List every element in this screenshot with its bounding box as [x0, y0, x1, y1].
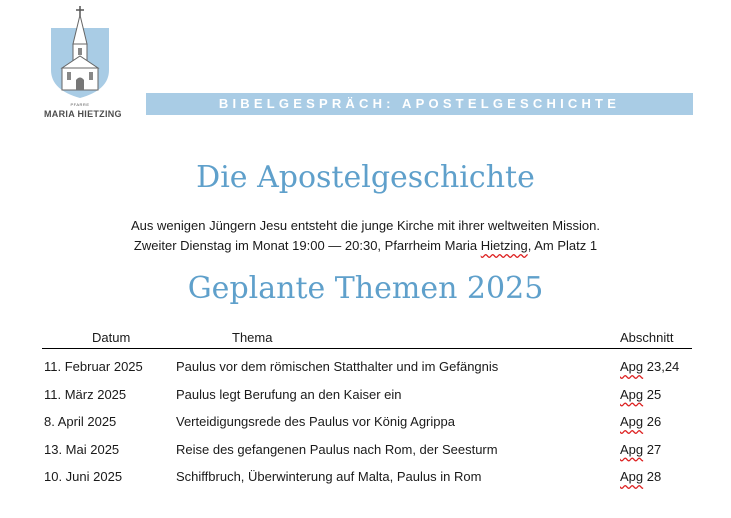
section-abbr: Apg — [620, 359, 644, 374]
row-section — [620, 469, 661, 484]
section-title: Geplante Themen 2025 — [187, 271, 544, 306]
table-row — [42, 385, 692, 413]
section-ref: 27 — [643, 441, 662, 457]
intro-line-2-start: Zweiter Dienstag im Monat 19:00 — 20:30, Pfarrheim Maria — [133, 238, 481, 253]
row-date: 13. Mai 2025 — [44, 441, 120, 457]
table-row — [42, 412, 692, 440]
row-date: 11. Februar 2025 — [44, 359, 143, 374]
row-section — [620, 359, 679, 374]
intro-text — [0, 216, 731, 256]
column-header-topic: Thema — [232, 330, 273, 345]
table-row — [42, 357, 692, 385]
row-topic: Verteidigungsrede des Paulus vor König Agrippa — [176, 414, 455, 429]
intro-line-2-end: , Am Platz 1 — [527, 238, 598, 253]
section-ref: 23,24 — [643, 359, 680, 374]
spellcheck-marked-word: Hietzing — [480, 238, 528, 253]
row-date: 10. Juni 2025 — [44, 469, 123, 484]
logo-small-text: PFARRE — [70, 102, 90, 107]
section-ref: 25 — [643, 386, 662, 402]
section-ref: 26 — [643, 414, 662, 429]
section-abbr: Apg — [620, 469, 644, 484]
topics-table — [42, 357, 692, 495]
row-topic: Schiffbruch, Überwinterung auf Malta, Paulus in Rom — [176, 469, 482, 484]
intro-line-2 — [0, 236, 731, 256]
row-date: 8. April 2025 — [44, 414, 117, 429]
header-banner: BIBELGESPRÄCH: APOSTELGESCHICHTE — [146, 93, 693, 115]
table-header — [42, 330, 692, 349]
row-topic: Paulus legt Berufung an den Kaiser ein — [176, 386, 402, 402]
page-title: Die Apostelgeschichte — [196, 160, 535, 195]
section-abbr: Apg — [620, 441, 644, 457]
row-section — [620, 442, 661, 457]
section-abbr: Apg — [620, 386, 644, 402]
section-abbr: Apg — [620, 414, 644, 429]
section-ref: 28 — [643, 469, 662, 484]
parish-logo — [44, 6, 122, 122]
row-topic: Paulus vor dem römischen Statthalter und im Gefängnis — [176, 359, 499, 374]
table-row — [42, 440, 692, 468]
column-header-section: Abschnitt — [620, 330, 674, 345]
row-date: 11. März 2025 — [44, 386, 127, 402]
row-topic: Reise des gefangenen Paulus nach Rom, der Seesturm — [176, 441, 498, 457]
row-section — [620, 414, 661, 429]
logo-name: MARIA HIETZING — [44, 109, 122, 119]
row-section — [620, 387, 661, 402]
church-icon — [51, 6, 109, 98]
table-row — [42, 467, 692, 495]
column-header-date: Datum — [92, 330, 131, 345]
intro-line-1: Aus wenigen Jüngern Jesu entsteht die junge Kirche mit ihrer weltweiten Mission. — [131, 218, 600, 233]
